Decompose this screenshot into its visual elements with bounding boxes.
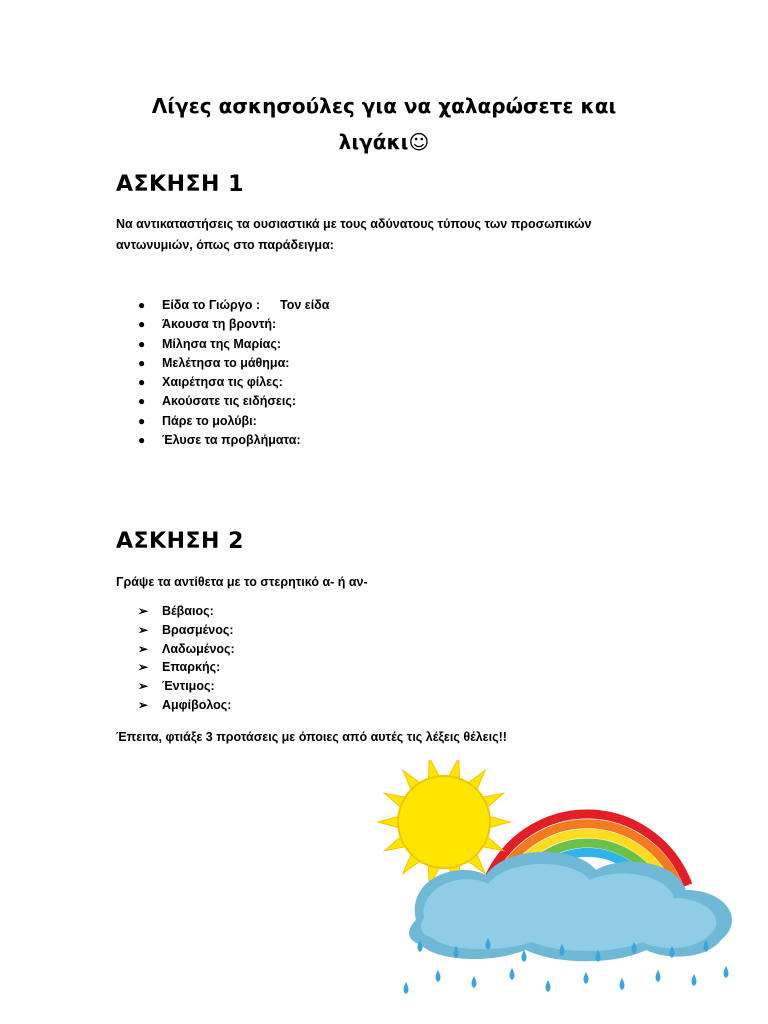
list-item (116, 335, 329, 354)
bullet-icon: ● (138, 375, 146, 390)
list-item (116, 696, 235, 715)
list-item-text: Αμφίβολος: (162, 697, 232, 712)
bullet-icon: ● (138, 336, 146, 351)
list-item-text: Μίλησα της Μαρίας: (162, 336, 282, 351)
raindrop-icon (692, 974, 697, 986)
arrow-bullet-icon: ➢ (138, 604, 149, 618)
list-item (116, 296, 329, 315)
list-item (116, 677, 235, 696)
bullet-icon: ● (138, 394, 146, 409)
raindrop-icon (724, 966, 729, 978)
list-item (116, 315, 329, 334)
raindrop-icon (510, 968, 515, 980)
list-item (116, 602, 235, 621)
list-item (116, 373, 329, 392)
list-item-text: Μελέτησα το μάθημα: (162, 355, 290, 370)
list-item (116, 658, 235, 677)
exercise-1-instruction-line-2: αντωνυμιών, όπως στο παράδειγμα: (116, 238, 334, 252)
exercise-2-final-instruction: Έπειτα, φτιάξε 3 προτάσεις με όποιες από αυτές τις λέξεις θέλεις!! (116, 730, 507, 744)
bullet-icon: ● (138, 298, 146, 312)
list-item-text: Είδα το Γιώργο : (162, 298, 260, 312)
example-answer: Τον είδα (280, 298, 330, 312)
page-title-line-1: Λίγες ασκησούλες για να χαλαρώσετε και (151, 94, 617, 118)
raindrop-icon (584, 972, 589, 984)
arrow-bullet-icon: ➢ (138, 679, 149, 694)
bullet-icon: ● (138, 355, 146, 370)
list-item (116, 392, 329, 411)
exercise-1-heading: ΑΣΚΗΣΗ 1 (116, 172, 244, 197)
exercise-1-instruction-line-1: Να αντικαταστήσεις τα ουσιαστικά με τους αδύνατους τύπους των προσωπικών (116, 217, 592, 231)
list-item (116, 431, 329, 450)
list-item-text: Χαιρέτησα τις φίλες: (162, 375, 283, 390)
arrow-bullet-icon: ➢ (138, 641, 149, 656)
list-item-text: Έντιμος: (162, 679, 215, 694)
list-item-text: Επαρκής: (162, 660, 221, 675)
raindrop-icon (656, 970, 661, 982)
raindrop-icon (472, 976, 477, 988)
bullet-icon: ● (138, 433, 146, 448)
exercise-2-instruction: Γράψε τα αντίθετα με το στερητικό α- ή αν- (116, 575, 368, 589)
bullet-icon: ● (138, 413, 146, 428)
list-item-text: Άκουσα τη βροντή: (162, 317, 277, 332)
list-item-text: Ακούσατε τις ειδήσεις: (162, 394, 296, 409)
sun-rainbow-cloud-illustration (376, 760, 748, 1000)
raindrop-icon (620, 978, 625, 990)
exercise-2-list (116, 602, 235, 715)
bullet-icon: ● (138, 317, 146, 332)
raindrop-icon (546, 980, 551, 992)
exercise-1-instruction (116, 214, 656, 256)
list-item (116, 621, 235, 640)
raindrop-icon (404, 982, 409, 994)
arrow-bullet-icon: ➢ (138, 697, 149, 712)
raindrop-icon (436, 970, 441, 982)
arrow-bullet-icon: ➢ (138, 660, 149, 675)
list-item (116, 640, 235, 659)
list-item-text: Έλυσε τα προβλήματα: (162, 433, 301, 448)
list-item (116, 354, 329, 373)
arrow-bullet-icon: ➢ (138, 622, 149, 637)
exercise-2-heading: ΑΣΚΗΣΗ 2 (116, 529, 244, 554)
list-item-text: Βέβαιος: (162, 604, 214, 618)
raindrop-icon (522, 950, 527, 962)
list-item-text: Λαδωμένος: (162, 641, 235, 656)
list-item (116, 412, 329, 431)
list-item-text: Πάρε το μολύβι: (162, 413, 257, 428)
exercise-1-list (116, 296, 329, 450)
list-item-text: Βρασμένος: (162, 622, 234, 637)
page-title-line-2: λιγάκι☺ (338, 130, 430, 154)
